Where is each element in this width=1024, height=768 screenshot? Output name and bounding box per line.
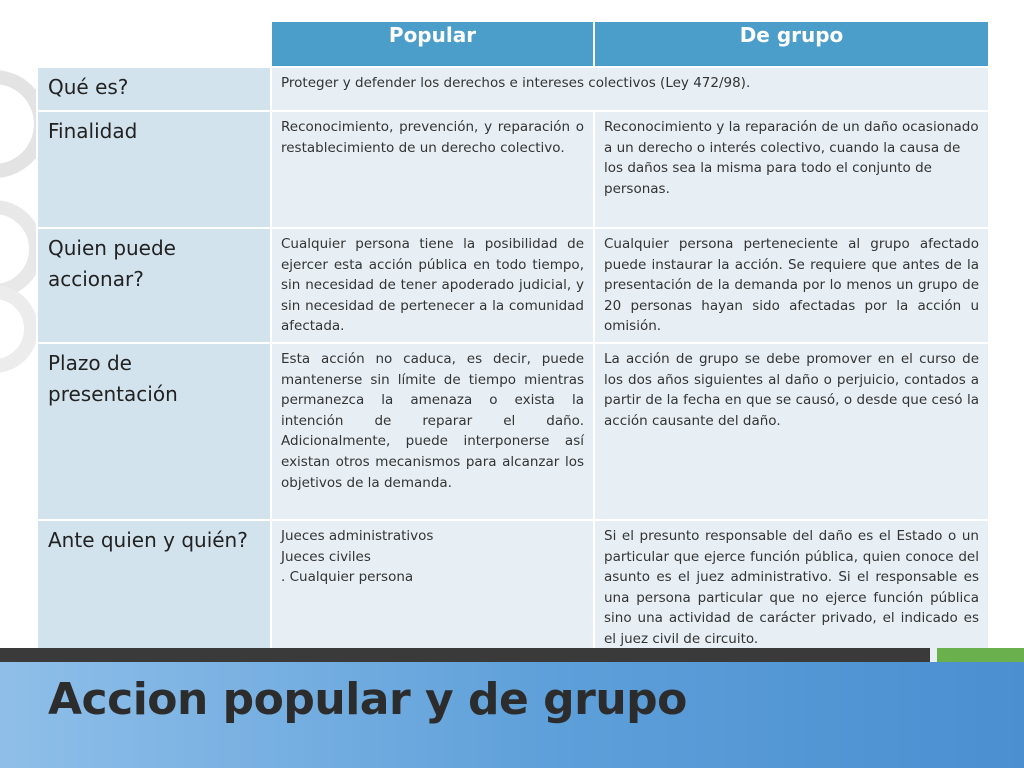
table-row xyxy=(37,343,989,520)
cell-quien-popular: Cualquier persona tiene la posibilidad de ejercer esta acción pública en todo tiempo, sin necesidad de tener apoderado judicial, y sin necesidad de pertenecer a la comunidad afectada. xyxy=(271,228,594,343)
footer-dark-band xyxy=(0,648,930,662)
ante-popular-line-2: Jueces civiles xyxy=(281,548,371,565)
slide-title: Accion popular y de grupo xyxy=(48,674,687,725)
cell-que-es: Proteger y defender los derechos e intereses colectivos (Ley 472/98). xyxy=(271,67,989,111)
cell-plazo-grupo: La acción de grupo se debe promover en el curso de los dos años siguientes al daño o perjuicio, contados a partir de la fecha en que se causó, o desde que cesó la acción causante del daño. xyxy=(594,343,989,520)
header-de-grupo: De grupo xyxy=(594,21,989,67)
row-label-ante-quien: Ante quien y quién? xyxy=(37,520,271,676)
cell-finalidad-popular: Reconocimiento, prevención, y reparación o restablecimiento de un derecho colectivo. xyxy=(271,111,594,228)
table-row xyxy=(37,228,989,343)
row-label-finalidad: Finalidad xyxy=(37,111,271,228)
comparison-table xyxy=(36,20,990,677)
row-label-plazo: Plazo de presentación xyxy=(37,343,271,520)
row-label-quien-puede-accionar: Quien puede accionar? xyxy=(37,228,271,343)
table-header-row xyxy=(37,21,989,67)
header-blank-cell xyxy=(37,21,271,67)
ante-popular-line-1: Jueces administrativos xyxy=(281,528,434,544)
cell-ante-grupo: Si el presunto responsable del daño es el Estado o un particular que ejerce función pública, quien conoce del asunto es el juez administrativo. Si el responsable es una persona particular que no ejerce función pública sino una actividad de carácter privado, el indicado es el juez civil de circuito. xyxy=(594,520,989,676)
footer-green-accent xyxy=(937,648,1024,662)
ante-popular-line-3: . Cualquier persona xyxy=(281,569,414,586)
row-label-que-es: Qué es? xyxy=(37,67,271,111)
swirl-ring-bottom xyxy=(0,285,38,373)
table-row xyxy=(37,67,989,111)
cell-plazo-popular: Esta acción no caduca, es decir, puede mantenerse sin límite de tiempo mientras permanezca la amenaza o exista la intención de reparar el daño. Adicionalmente, puede interponerse así existan otros mecanismos para alcanzar los objetivos de la demanda. xyxy=(271,343,594,520)
table-row xyxy=(37,111,989,228)
cell-quien-grupo: Cualquier persona perteneciente al grupo afectado puede instaurar la acción. Se requiere que antes de la presentación de la demanda por lo menos un grupo de 20 personas hayan sido afectadas por la acción u omisión. xyxy=(594,228,989,343)
header-popular: Popular xyxy=(271,21,594,67)
cell-finalidad-grupo: Reconocimiento y la reparación de un daño ocasionado a un derecho o interés colectivo, cuando la causa de los daños sea la misma para todo el conjunto de personas. xyxy=(594,111,989,228)
